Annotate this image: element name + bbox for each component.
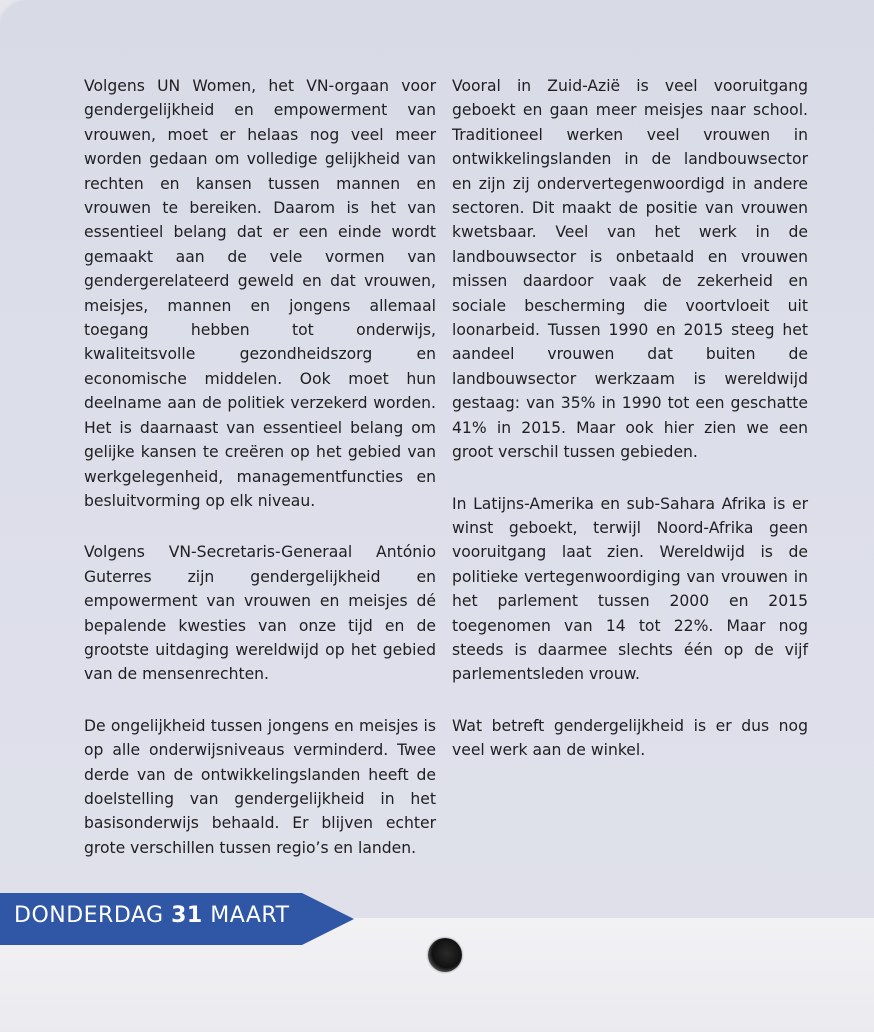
left-column (84, 74, 436, 887)
binding-hole (428, 938, 462, 972)
date-banner-arrow (302, 893, 354, 945)
right-column (452, 74, 808, 790)
paragraph-un-women: Volgens UN Women, het VN-orgaan voor gendergelijkheid en empowerment van vrouwen, moet er helaas nog veel meer worden gedaan om volledige gelijkheid van rechten en kansen tussen mannen en vrouwen te bereiken. Daarom is het van essentieel belang dat er een einde wordt gemaakt aan de vele vormen van gendergerelateerd geweld en dat vrouwen, meisjes, mannen en jongens allemaal toegang hebben tot onderwijs, kwaliteitsvolle gezondheidszorg en economische middelen. Ook moet hun deelname aan de politiek verzekerd worden. Het is daarnaast van essentieel belang om gelijke kansen te creëren op het gebied van werkgelegenheid, managementfuncties en besluitvorming op elk niveau. (84, 77, 436, 510)
date-label (14, 903, 290, 928)
date-weekday: DONDERDAG (14, 903, 164, 928)
paragraph-south-asia: Vooral in Zuid-Azië is veel vooruitgang geboekt en gaan meer meisjes naar school. Traditioneel werken veel vrouwen in ontwikkelingslanden in de landbouwsector en zijn zij ondervertegenwoordigd in andere sectoren. Dit maakt de positie van vrouwen kwetsbaar. Veel van het werk in de landbouwsector is onbetaald en vrouwen missen daardoor vaak de zekerheid en sociale bescherming die voortvloeit uit loonarbeid. Tussen 1990 en 2015 steeg het aandeel vrouwen dat buiten de landbouwsector werkzaam is wereldwijd gestaag: van 35% in 1990 tot een geschatte 41% in 2015. Maar ook hier zien we een groot verschil tussen gebieden. (452, 77, 808, 462)
paragraph-guterres: Volgens VN-Secretaris-Generaal António Guterres zijn gendergelijkheid en empowerment van vrouwen en meisjes dé bepalende kwesties van onze tijd en de grootste uitdaging wereldwijd op het gebied van de mensenrechten. (84, 543, 436, 684)
date-day: 31 (171, 903, 203, 928)
paragraph-latin-america: In Latijns-Amerika en sub-Sahara Afrika is er winst geboekt, terwijl Noord-Afrika geen vooruitgang laat zien. Wereldwijd is de politieke vertegenwoordiging van vrouwen in het parlement tussen 2000 en 2015 toegenomen van 14 tot 22%. Maar nog steeds is daarmee slechts één op de vijf parlementsleden vrouw. (452, 494, 808, 684)
paragraph-conclusion: Wat betreft gendergelijkheid is er dus nog veel werk aan de winkel. (452, 716, 808, 760)
paragraph-education: De ongelijkheid tussen jongens en meisjes is op alle onderwijsniveaus verminderd. Twee derde van de ontwikkelingslanden heeft de doelstelling van gendergelijkheid in het basisonderwijs behaald. Er blijven echter grote verschillen tussen regio’s en landen. (84, 716, 436, 857)
date-month: MAART (210, 903, 290, 928)
